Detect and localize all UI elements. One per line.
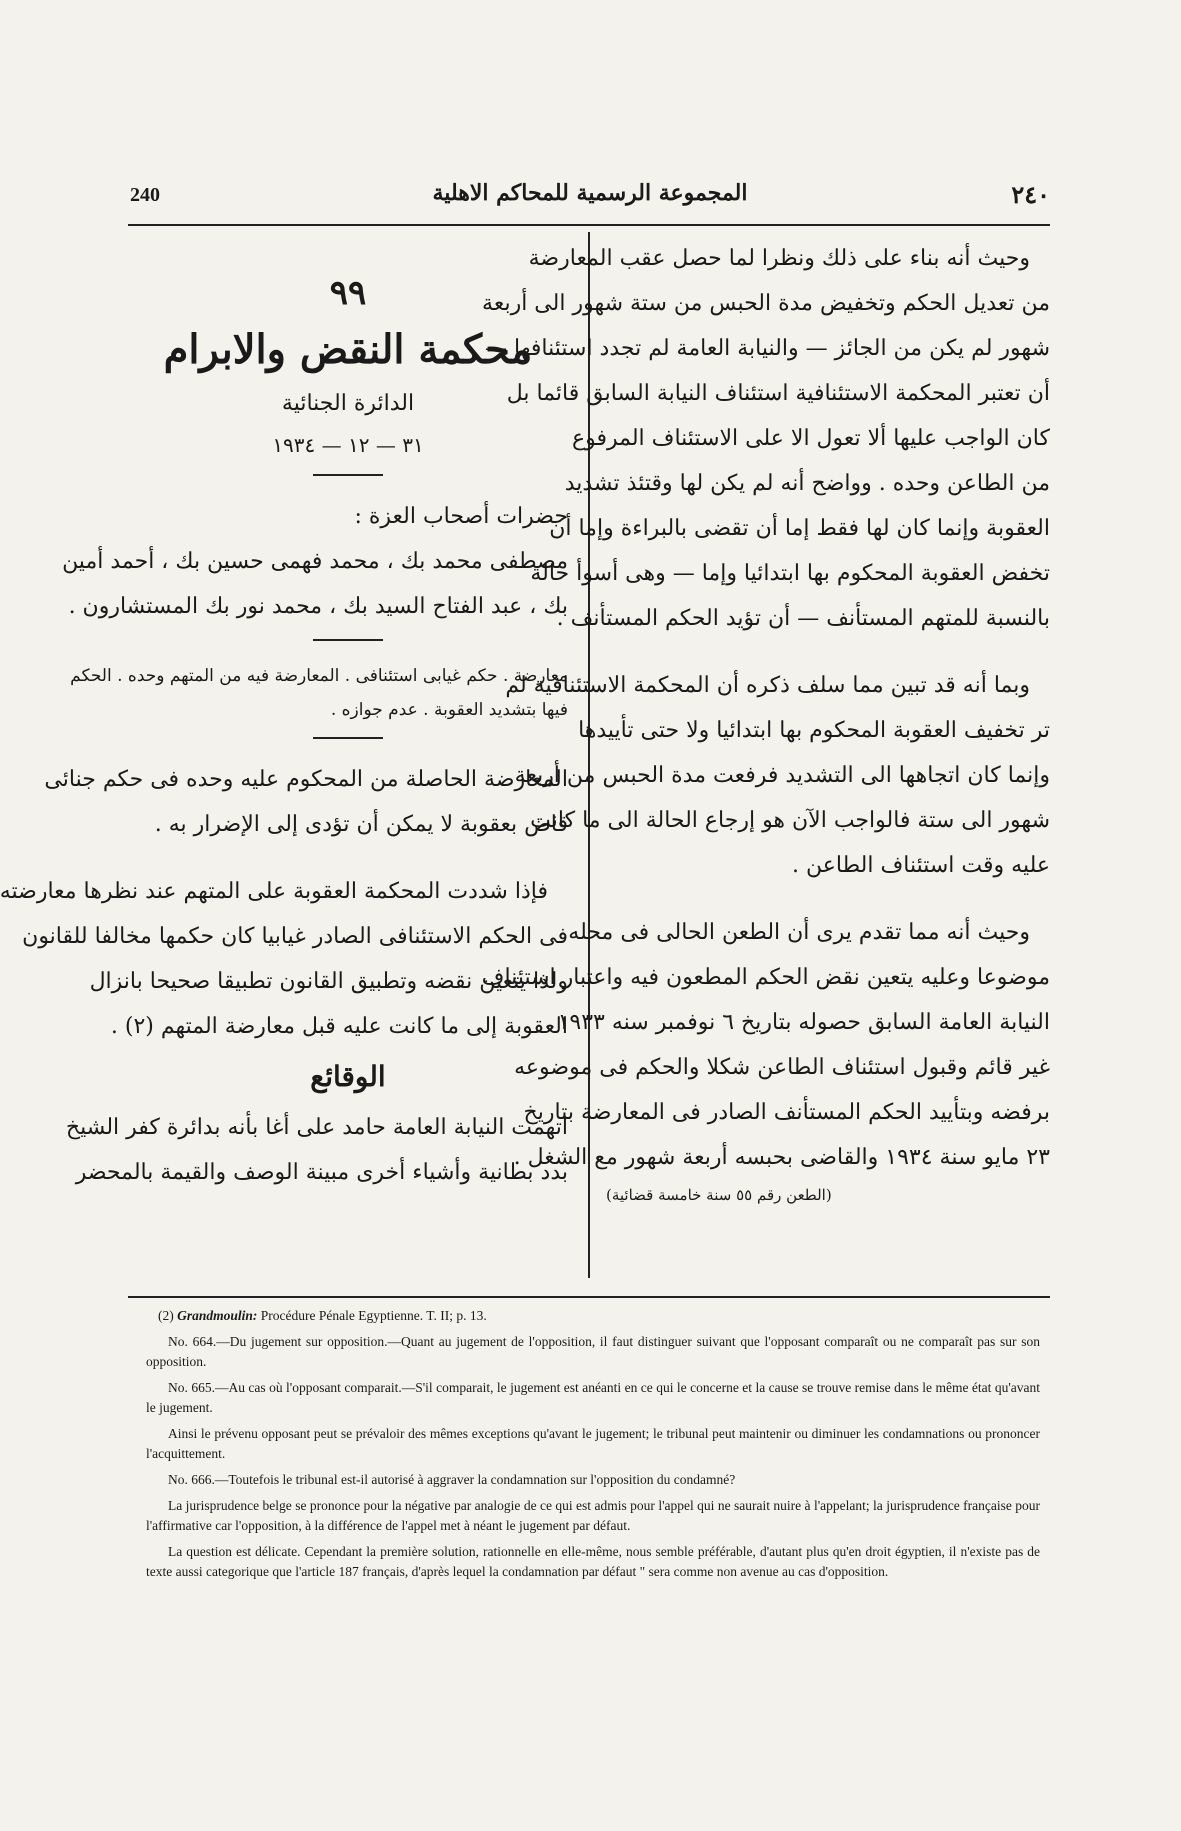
footnote-title: Procédure Pénale Egyptienne. T. II; p. 13. <box>260 1308 487 1323</box>
principle-line: المعارضة الحاصلة من المحكوم عليه وحده فى حكم جنائى <box>44 767 568 792</box>
principle-1 <box>44 757 568 847</box>
ruling-line: وإنما كان اتجاهها الى التشديد فرفعت مدة الحبس من أربعة <box>514 763 1050 788</box>
footnote-rule <box>128 1296 1050 1298</box>
footnote-paragraph: La jurisprudence belge se prononce pour la négative par analogie de ce qui est admis pour l'appel qui ne saurait nuire à l'appelant; la jurisprudence française pour l'affirmative car l'opposition, à la différence de l'appel met à néant le jugement par défaut. <box>146 1498 1040 1533</box>
summary-block <box>70 659 568 727</box>
facts-heading: الوقائع <box>310 1060 386 1093</box>
footnote-block <box>146 1306 1040 1588</box>
page-number-latin: 240 <box>130 184 160 206</box>
appeal-reference: (الطعن رقم ٥٥ سنة خامسة قضائية) <box>606 1186 832 1204</box>
ruling-line: وحيث أنه مما تقدم يرى أن الطعن الحالى فى محله <box>568 920 1030 945</box>
case-header-column <box>0 236 568 1195</box>
principle-line: العقوبة إلى ما كانت عليه قبل معارضة المتهم (٢) . <box>110 1014 568 1039</box>
ruling-paragraph-3 <box>481 910 1050 1180</box>
running-header <box>130 180 1050 220</box>
facts-line: اتهمت النيابة العامة حامد على أغا بأنه بدائرة كفر الشيخ <box>65 1115 568 1140</box>
ruling-line: العقوبة وإنما كان لها فقط إما أن تقضى بالبراءة وإما أن <box>549 516 1050 541</box>
footnote-paragraph: La question est délicate. Cependant la première solution, rationnelle en elle-même, nous semble préférable, d'autant plus qu'en droit égyptien, il n'existe pas de texte aussi categorique que l'article 187 français, d'après lequel la condamnation par défaut " sera comme non avenue au cas d'opposition. <box>146 1544 1040 1579</box>
footnote-paragraph: No. 666.—Toutefois le tribunal est-il autorisé à aggraver la condamnation sur l'opposition du condamné? <box>168 1472 736 1487</box>
section-rule <box>313 474 383 476</box>
ruling-line: ٢٣ مايو سنة ١٩٣٤ والقاضى بحبسه أربعة شهور مع الشغل . <box>513 1145 1050 1170</box>
decision-date: ٣١ — ١٢ — ١٩٣٤ <box>272 433 424 457</box>
principle-line: فإذا شددت المحكمة العقوبة على المتهم عند نظرها معارضته <box>0 879 548 904</box>
ruling-line: موضوعا وعليه يتعين نقض الحكم المطعون فيه واعتبار استئناف <box>481 965 1050 990</box>
ruling-line: تخفض العقوبة المحكوم بها ابتدائيا وإما — وهى أسوأ حالة <box>530 561 1050 586</box>
attendance-line: بك ، عبد الفتاح السيد بك ، محمد نور بك المستشارون . <box>68 594 568 619</box>
footnote-author: Grandmoulin: <box>177 1308 258 1323</box>
ruling-line: وبما أنه قد تبين مما سلف ذكره أن المحكمة الاستئنافية لم <box>505 673 1030 698</box>
ruling-line: كان الواجب عليها ألا تعول الا على الاستئناف المرفوع <box>571 426 1050 451</box>
principle-line: قاض بعقوبة لا يمكن أن تؤدى إلى الإضرار به . <box>154 812 568 837</box>
header-rule <box>128 224 1050 226</box>
footnote-paragraph: Ainsi le prévenu opposant peut se prévaloir des mêmes exceptions qu'avant le jugement; le tribunal peut maintenir ou diminuer les condamnations ou prononcer l'acquittement. <box>146 1426 1040 1461</box>
ruling-line: عليه وقت استئناف الطاعن . <box>792 853 1050 878</box>
principle-line: فى الحكم الاستئنافى الصادر غيابيا كان حكمها مخالفا للقانون <box>22 924 568 949</box>
section-rule <box>313 639 383 641</box>
ruling-line: برفضه وبتأييد الحكم المستأنف الصادر فى المعارضة بتاريخ <box>523 1100 1050 1125</box>
ruling-line: النيابة العامة السابق حصوله بتاريخ ٦ نوفمبر سنه ١٩٣٣ <box>557 1010 1050 1035</box>
facts-line: بدد بطانية وأشياء أخرى مبينة الوصف والقيمة بالمحضر <box>75 1160 568 1185</box>
publication-title: المجموعة الرسمية للمحاكم الاهلية <box>432 180 748 206</box>
attendance-line: مصطفى محمد بك ، محمد فهمى حسين بك ، أحمد أمين <box>62 549 568 574</box>
ruling-paragraph-2 <box>505 663 1050 888</box>
ruling-line: من الطاعن وحده . وواضح أنه لم يكن لها وقتئذ تشديد <box>564 471 1050 496</box>
ruling-line: غير قائم وقبول استئناف الطاعن شكلا والحكم فى موضوعه <box>514 1055 1050 1080</box>
summary-line: معارضة . حكم غيابى استئنافى . المعارضة فيه من المتهم وحده . الحكم <box>70 666 568 686</box>
footnote-paragraph: No. 665.—Au cas où l'opposant comparait.—S'il comparait, le jugement est anéanti en ce qui le concerne et la cause se trouve remise dans le même état qu'avant le jugement. <box>146 1380 1040 1415</box>
circuit-name: الدائرة الجنائية <box>281 391 415 416</box>
footnote-marker: (2) <box>158 1308 174 1323</box>
ruling-column <box>481 236 1050 1210</box>
ruling-line: شهور لم يكن من الجائز — والنيابة العامة لم تجدد استئنافها — <box>485 336 1050 361</box>
footnote-source <box>146 1306 1040 1326</box>
court-name: محكمة النقض والابرام <box>163 326 533 373</box>
ruling-paragraph-1 <box>482 236 1050 641</box>
facts-block <box>65 1105 568 1195</box>
footnote-paragraph: No. 664.—Du jugement sur opposition.—Quant au jugement de l'opposition, il faut distinguer suivant que l'opposant comparaît ou ne comparaît pas sur son opposition. <box>146 1334 1040 1369</box>
ruling-line: وحيث أنه بناء على ذلك ونظرا لما حصل عقب المعارضة <box>528 246 1030 271</box>
case-number: ٩٩ <box>329 273 367 313</box>
page-number-arabic: ٢٤٠ <box>1011 180 1050 209</box>
ruling-line: تر تخفيف العقوبة المحكوم بها ابتدائيا ولا حتى تأييدها <box>578 718 1050 743</box>
section-rule <box>313 737 383 739</box>
ruling-line: شهور الى ستة فالواجب الآن هو إرجاع الحالة الى ما كانت <box>530 808 1050 833</box>
ruling-line: من تعديل الحكم وتخفيض مدة الحبس من ستة شهور الى أربعة <box>482 291 1050 316</box>
principle-line: ولذا يتعين نقضه وتطبيق القانون تطبيقا صحيحا بانزال <box>89 969 568 994</box>
summary-line: فيها بتشديد العقوبة . عدم جوازه . <box>330 700 568 720</box>
ruling-line: بالنسبة للمتهم المستأنف — أن تؤيد الحكم المستأنف . <box>556 606 1050 631</box>
ruling-line: أن تعتبر المحكمة الاستئنافية استئناف النيابة السابق قائما بل <box>506 381 1050 406</box>
attendance-block <box>62 494 568 629</box>
attendance-line: حضرات أصحاب العزة : <box>354 504 568 529</box>
